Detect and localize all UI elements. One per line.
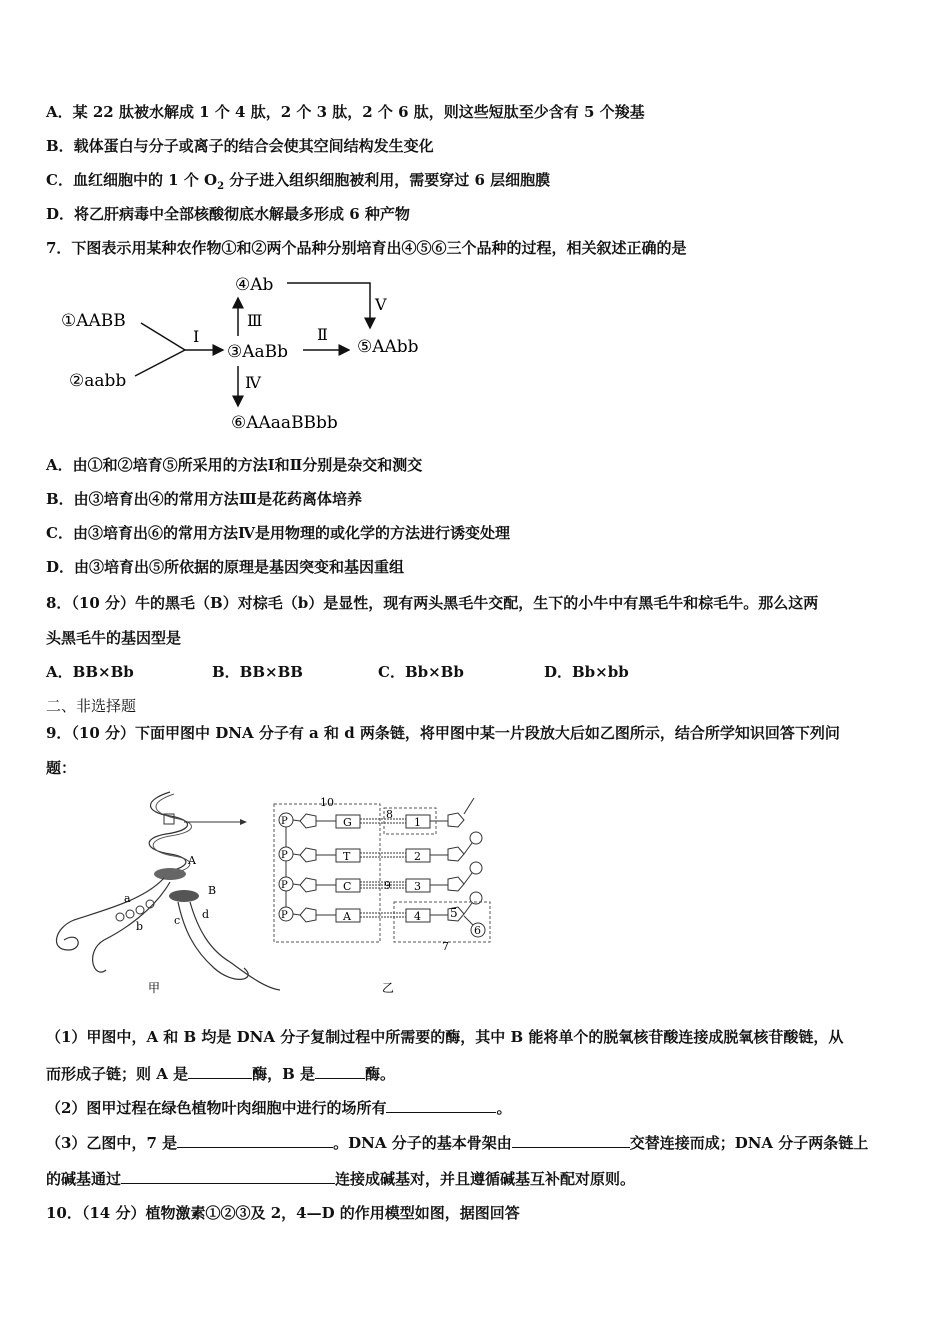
label-d: d	[202, 908, 210, 921]
q7-option-b: B．由③培育出④的常用方法Ⅲ是花药离体培养	[46, 490, 362, 508]
bond	[293, 854, 300, 855]
sugar	[300, 814, 316, 828]
nucleotide-3	[136, 906, 144, 914]
q9-part-3-line-1	[46, 1132, 868, 1153]
phosphate-right	[470, 862, 482, 874]
row-1	[279, 798, 474, 829]
q9-part-2-pre: （2）图甲过程在绿色植物叶肉细胞中进行的场所有	[46, 1099, 387, 1117]
answer-blank-b[interactable]	[315, 1063, 365, 1079]
right-backbone	[464, 916, 473, 925]
answer-blank-bond[interactable]	[121, 1168, 335, 1184]
sugar	[448, 877, 464, 891]
q7-stem: 7．下图表示用某种农作物①和②两个品种分别培育出④⑤⑥三个品种的过程，相关叙述正确的是	[46, 239, 687, 257]
q9-part-3-mid: 。DNA 分子的基本骨架由	[333, 1134, 512, 1152]
q7-option-c: C．由③培育出⑥的常用方法Ⅳ是用物理的或化学的方法进行诱变处理	[46, 524, 510, 542]
q8-options	[46, 662, 629, 682]
answer-blank-backbone[interactable]	[512, 1132, 630, 1148]
q9-part-1-line-2	[46, 1063, 395, 1084]
label-7: 7	[442, 940, 449, 953]
phosphate-label: P	[281, 910, 288, 921]
q9-part-3-line-2-post: 连接成碱基对，并且遵循碱基互补配对原则。	[335, 1170, 636, 1188]
q9-part-3-line-2	[46, 1168, 635, 1189]
answer-blank-7[interactable]	[177, 1132, 333, 1148]
node-6: ⑥AAaaBBbb	[231, 413, 338, 433]
answer-blank-location[interactable]	[386, 1097, 496, 1113]
bond	[293, 820, 300, 821]
phosphate-label: P	[281, 816, 288, 827]
q6-option-a: A．某 22 肽被水解成 1 个 4 肽，2 个 3 肽，2 个 6 肽，则这些短肽至少含有 5 个羧基	[46, 103, 645, 121]
base-right-label: 2	[414, 850, 421, 863]
right-backbone	[464, 843, 472, 854]
q6-option-d: D．将乙肝病毒中全部核酸彻底水解最多形成 6 种产物	[46, 205, 410, 223]
section-2-heading: 二、非选择题	[46, 697, 137, 715]
q7-option-a: A．由①和②培育⑤所采用的方法Ⅰ和Ⅱ分别是杂交和测交	[46, 456, 423, 474]
sugar	[448, 813, 464, 827]
caption-jia: 甲	[148, 981, 161, 995]
label-6: 6	[474, 924, 481, 937]
nucleotide-1	[116, 913, 124, 921]
nucleotide-2	[126, 910, 134, 918]
q6-option-c	[46, 170, 550, 197]
q6-option-c-sub: 2	[217, 181, 225, 192]
q9-stem-1: 9．（10 分）下面甲图中 DNA 分子有 a 和 d 两条链，将甲图中某一片段放大后如乙图所示，结合所学知识回答下列问	[46, 724, 840, 742]
strand-left-a	[57, 878, 164, 950]
base-left-label: T	[343, 850, 351, 863]
label-b: b	[136, 920, 144, 933]
q9-part-3-pre: （3）乙图中，7 是	[46, 1134, 178, 1152]
enzyme-a	[154, 868, 186, 880]
helix-top	[149, 792, 187, 872]
q10-stem: 10．（14 分）植物激素①②③及 2，4—D 的作用模型如图，据图回答	[46, 1204, 520, 1222]
node-4: ④Ab	[235, 275, 274, 295]
sugar	[300, 878, 316, 892]
step-5-label: Ⅴ	[375, 295, 387, 314]
q9-stem-2: 题：	[46, 759, 77, 777]
q9-part-2	[46, 1097, 511, 1118]
label-8: 8	[386, 808, 393, 821]
q9-part-1-pre: 而形成子链；则 A 是	[46, 1065, 189, 1083]
label-A: A	[188, 854, 196, 867]
q9-part-3-line-2-pre: 的碱基通过	[46, 1170, 122, 1188]
label-a: a	[124, 892, 131, 905]
line-from-2	[135, 350, 185, 376]
base-left-label: C	[343, 880, 352, 893]
sugar	[300, 848, 316, 862]
label-10: 10	[320, 796, 334, 809]
bond	[293, 884, 300, 885]
q6-option-c-pre: C．血红细胞中的 1 个 O	[46, 171, 218, 189]
q8-stem-1: 8．（10 分）牛的黑毛（B）对棕毛（b）是显性，现有两头黑毛牛交配，生下的小牛中有黑毛牛和棕毛牛。那么这两	[46, 594, 819, 612]
step-4-label: Ⅳ	[245, 373, 261, 392]
phosphate-label: P	[281, 880, 288, 891]
line-from-1	[141, 323, 185, 350]
phosphate-label: P	[281, 850, 288, 861]
step-1-label: Ⅰ	[193, 327, 200, 346]
q6-option-b: B．载体蛋白与分子或离子的结合会使其空间结构发生变化	[46, 137, 434, 155]
base-left-label: A	[343, 910, 351, 923]
label-B: B	[208, 884, 217, 897]
box-10	[274, 804, 380, 942]
answer-blank-a[interactable]	[188, 1063, 252, 1079]
q8-option-d: D．Bb×bb	[544, 663, 629, 681]
base-right-label: 3	[414, 880, 421, 893]
base-left-label: G	[343, 816, 352, 829]
step-3-label: Ⅲ	[247, 311, 263, 330]
q8-option-c: C．Bb×Bb	[378, 663, 464, 681]
node-5: ⑤AAbb	[357, 337, 419, 357]
base-right-label: 1	[414, 816, 421, 829]
sugar	[448, 847, 464, 861]
arrow-step-5	[287, 283, 370, 328]
q8-stem-2: 头黑毛牛的基因型是	[46, 629, 182, 647]
q9-part-2-post: 。	[496, 1099, 512, 1117]
q7-breeding-diagram	[55, 268, 455, 438]
phosphate-right	[470, 832, 482, 844]
step-2-label: Ⅱ	[317, 325, 328, 344]
q7-option-d: D．由③培育出⑤所依据的原理是基因突变和基因重组	[46, 558, 405, 576]
q6-option-c-post: 分子进入组织细胞被利用，需要穿过 6 层细胞膜	[224, 171, 551, 189]
label-9: 9	[384, 879, 391, 892]
label-c: c	[174, 914, 181, 927]
caption-yi: 乙	[382, 981, 395, 995]
q9-part-1-post: 酶。	[365, 1065, 396, 1083]
q9-part-1-line-1: （1）甲图中，A 和 B 均是 DNA 分子复制过程中所需要的酶，其中 B 能将单个的脱氧核苷酸连接成脱氧核苷酸链，从	[46, 1028, 844, 1046]
row-4	[279, 892, 485, 937]
strand-left-b	[93, 882, 170, 972]
right-backbone	[464, 873, 472, 884]
enlarge-arrow-head	[240, 819, 247, 825]
enzyme-b	[169, 890, 199, 902]
sugar	[300, 908, 316, 922]
backbone	[464, 798, 474, 814]
q9-part-1-mid: 酶，B 是	[252, 1065, 315, 1083]
bond	[293, 914, 300, 915]
node-3: ③AaBb	[227, 342, 289, 362]
q9-figure-jia	[44, 790, 284, 1000]
q9-figure-yi	[272, 794, 502, 1000]
q9-part-3-post: 交替连接而成；DNA 分子两条链上	[629, 1134, 869, 1152]
right-backbone	[464, 903, 472, 914]
base-right-label: 4	[414, 910, 421, 923]
node-2: ②aabb	[69, 371, 127, 391]
label-5: 5	[450, 906, 458, 920]
q8-option-b: B．BB×BB	[212, 663, 303, 681]
q8-option-a: A．BB×Bb	[46, 663, 134, 681]
node-1: ①AABB	[61, 311, 126, 331]
